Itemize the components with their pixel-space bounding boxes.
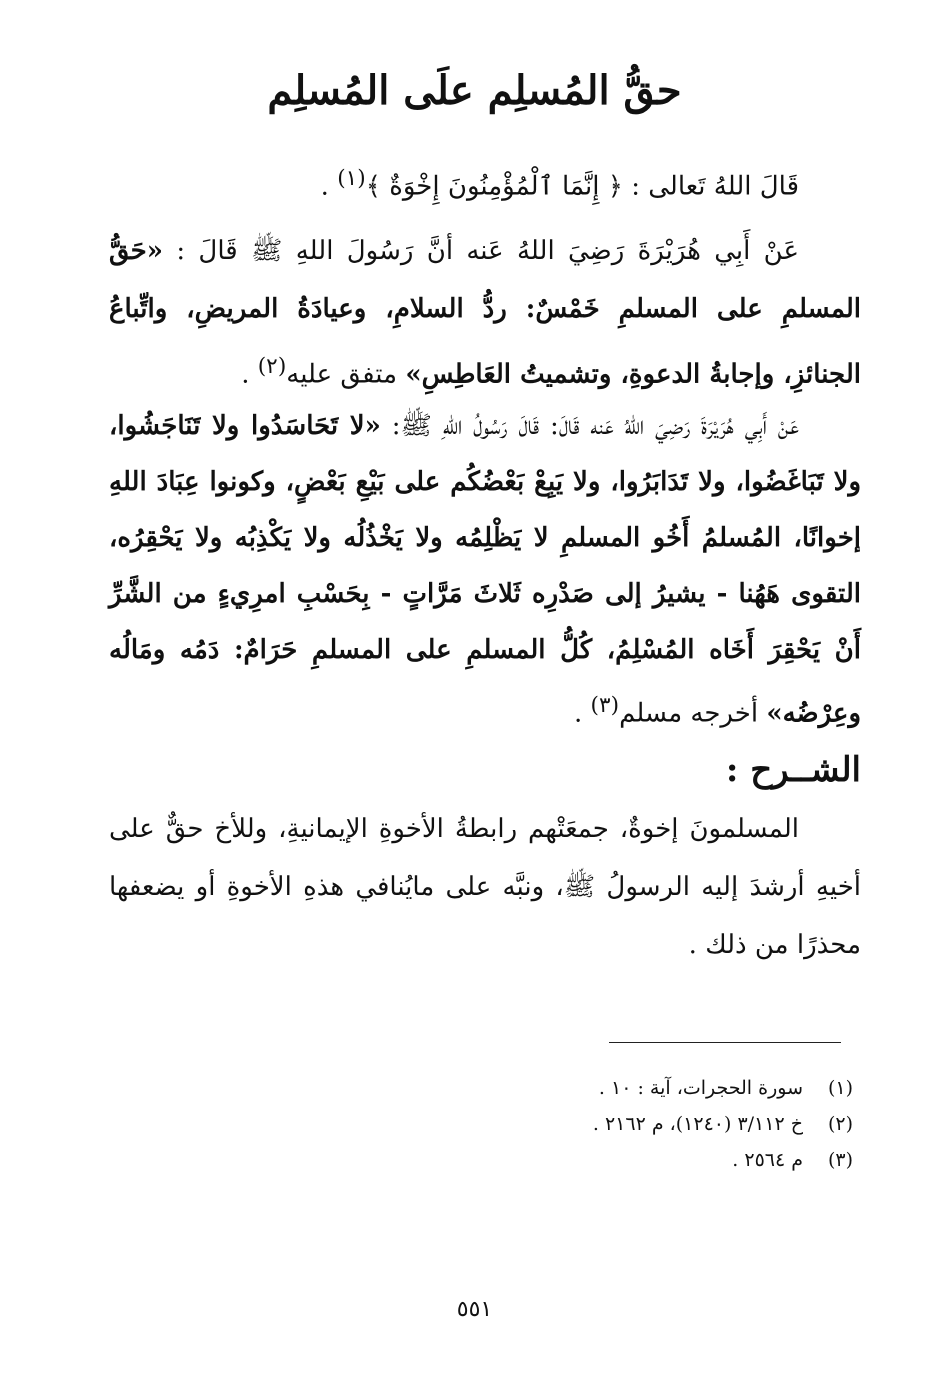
hadith-2-text: «لا تَحَاسَدُوا ولا تَنَاجَشُوا، ولا تَبَاغَضُوا، ولا تَدَابَرُوا، ولا يَبِعْ بَعْضُكُم على بَيْعِ بَعْضٍ، وكونوا عِبَادَ اللهِ إخوانًا، المُسلمُ أَخُو المسلمِ لا يَظْلِمُه ولا يَخْذُلُه ولا يَكْذِبُه ولا يَحْقِرُه، التقوى هَهُنا - يشيرُ إلى صَدْرِه ثَلاثَ مَرَّاتٍ - بِحَسْبِ امرِيءٍ من الشَّرِّ أَنْ يَحْقِرَ أَخَاه المُسْلِمُ، كُلُّ المسلمِ على المسلمِ حَرَامٌ: دَمُه ومَالُه وعِرْضُه»	[109, 411, 861, 729]
verse-end: .	[320, 171, 338, 202]
footnote-item	[253, 1142, 853, 1178]
footnote-ref-1: (١)	[337, 166, 366, 191]
footnote-number: (١)	[827, 1077, 853, 1099]
footnote-number: (٢)	[827, 1113, 853, 1135]
hadith-2-intro: عَنْ أَبِي هُرَيْرَةَ رَضِيَ اللهُ عَنه قَالَ: قَالَ رَسُولُ اللهِ ﷺ:	[391, 411, 800, 441]
quran-verse-paragraph	[47, 150, 861, 216]
verse-quote: ﴿ إِنَّمَا ٱلْمُؤْمِنُونَ إِخْوَةٌ ﴾	[365, 171, 623, 202]
footnotes	[253, 1070, 853, 1178]
explanation-heading: الشــرح :	[725, 750, 861, 790]
hadith-1-intro: عَنْ أَبِي هُرَيْرَةَ رَضِيَ اللهُ عَنه أنَّ رَسُولَ اللهِ ﷺ قَالَ :	[176, 236, 799, 266]
footnote-text: خ ٣/١١٢ (١٢٤٠)، م ٢١٦٢ .	[592, 1113, 803, 1135]
footnote-divider	[609, 1042, 841, 1043]
hadith-1-end: .	[241, 359, 258, 390]
page-title: حقُّ المُسلِم علَى المُسلِم	[267, 67, 682, 114]
hadith-1-source: متفق عليه	[286, 359, 406, 390]
footnote-ref-2: (٢)	[257, 354, 287, 379]
footnote-item	[253, 1070, 853, 1106]
hadith-paragraph-1	[109, 222, 861, 404]
footnote-item	[253, 1106, 853, 1142]
footnote-number: (٣)	[827, 1149, 853, 1171]
hadith-2-end: .	[574, 698, 591, 729]
verse-intro: قَالَ اللهُ تَعالى :	[631, 171, 799, 202]
hadith-paragraph-2	[109, 398, 861, 742]
hadith-1-text: «حَقُّ المسلمِ على المسلمِ خَمْسٌ: ردُّ السلامِ، وعيادَةُ المريضِ، واتِّباعُ الجنائزِ، وإجابةُ الدعوةِ، وتشميتُ العَاطِسِ»	[109, 236, 861, 390]
hadith-2-source: أخرجه مسلم	[619, 698, 767, 729]
explanation-paragraph: المسلمونَ إخوةٌ، جمعَتْهم رابطةُ الأخوةِ الإيمانيةِ، وللأخ حقٌّ على أخيهِ أرشدَ إليه الرسولُ ﷺ، ونبَّه على مايُنافي هذهِ الأخوةِ أو يضعفها محذرًا من ذلك .	[109, 814, 861, 960]
footnote-ref-3: (٣)	[590, 693, 620, 718]
footnote-text: م ٢٥٦٤ .	[732, 1149, 803, 1171]
page-number: ٥٥١	[456, 1297, 493, 1322]
footnote-text: سورة الحجرات، آية : ١٠ .	[598, 1077, 803, 1099]
